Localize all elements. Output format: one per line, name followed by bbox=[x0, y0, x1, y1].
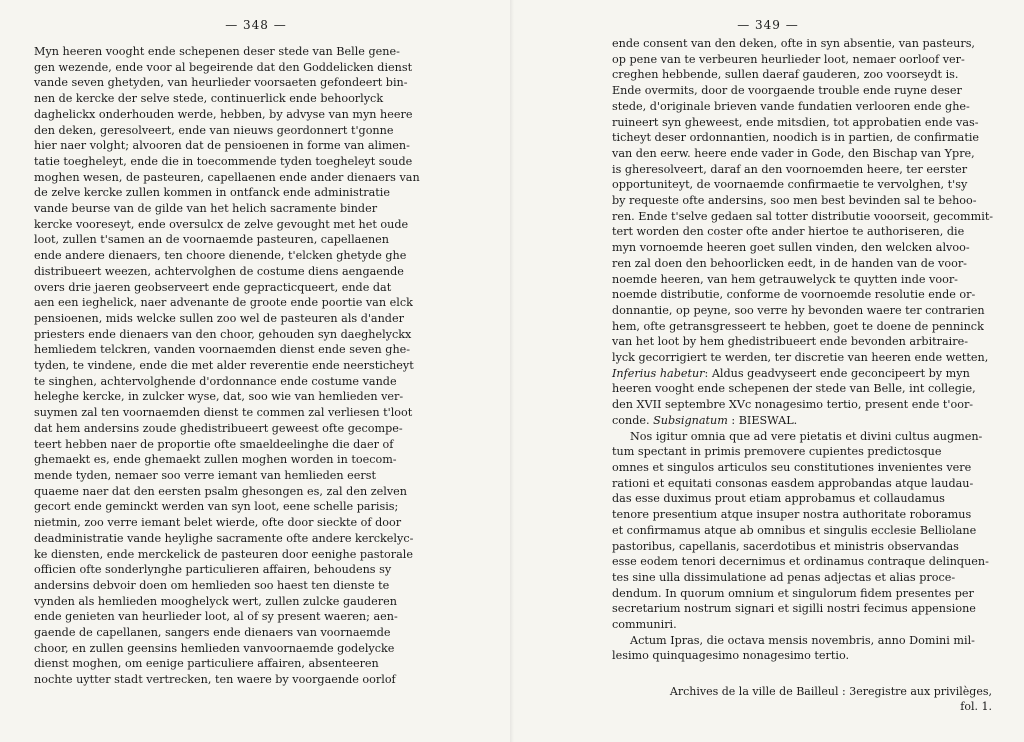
latin-line: omnes et singulos articulos seu constitutiones invenientes vere bbox=[612, 460, 972, 474]
text-line: by requeste ofte andersins, soo men best bevinden sal te behoo- bbox=[612, 194, 977, 208]
text-line: opportuniteyt, de voornaemde confirmaetie te vervolghen, t'sy bbox=[612, 178, 968, 192]
latin-line: esse eodem tenori decernimus et ordinamus contraque delinquen- bbox=[612, 555, 989, 569]
text-line: is gheresolveert, daraf an den voornoemden heere, ter eerster bbox=[612, 162, 968, 176]
latin-line: dendum. In quorum omnium et singulorum fidem presentes per bbox=[612, 586, 974, 600]
text-line: deadministratie vande heylighe sacramente ofte andere kerckelyc- bbox=[34, 531, 414, 545]
text-line: nen de kercke der selve stede, continuerlick ende behoorlyck bbox=[34, 92, 384, 106]
archive-source-note bbox=[662, 684, 992, 714]
text-line: gen wezende, ende voor al begeirende dat den Goddelicken dienst bbox=[34, 60, 413, 74]
text-line: mende tyden, nemaer soo verre iemant van hemlieden eerst bbox=[34, 468, 376, 482]
text-line: noemde distributie, conforme de voornoemde resolutie ende or- bbox=[612, 288, 976, 302]
text-line: den deken, geresolveert, ende van nieuws geordonnert t'gonne bbox=[34, 123, 394, 137]
text-line: de zelve kercke zullen kommen in ontfanck ende administratie bbox=[34, 186, 390, 200]
latin-line: tes sine ulla dissimulatione ad penas adjectas et alias proce- bbox=[612, 570, 956, 584]
text-line: stede, d'originale brieven vande fundatien verlooren ende ghe- bbox=[612, 99, 970, 113]
text-line: tert worden den coster ofte ander hiertoe te authoriseren, die bbox=[612, 225, 965, 239]
text-line: dat hem andersins zoude ghedistribueert geweest ofte gecompe- bbox=[34, 421, 403, 435]
text-line: overs drie jaeren geobserveert ende gepracticqueert, ende dat bbox=[34, 280, 392, 294]
text-line: ende andere dienaers, ten choore dienende, t'elcken ghetyde ghe bbox=[34, 249, 407, 263]
latin-line: tum spectant in primis premovere cupientes predictosque bbox=[612, 445, 942, 459]
text-line: nochte uytter stadt vertrecken, ten waere by voorgaende oorlof bbox=[34, 673, 396, 687]
text-line: dienst moghen, om eenige particuliere affairen, absenteeren bbox=[34, 657, 379, 671]
text-line: teert hebben naer de proportie ofte smaeldeelinghe die daer of bbox=[34, 437, 394, 451]
text-line: gaende de capellanen, sangers ende dienaers van voornaemde bbox=[34, 626, 391, 640]
page-number-left: — 348 — bbox=[225, 18, 287, 32]
text-line: daghelickx onderhouden werde, hebben, by advyse van myn heere bbox=[34, 107, 413, 121]
actum-line: lesimo quinquagesimo nonagesimo tertio. bbox=[612, 649, 850, 663]
text-line: ticheyt deser ordonnantien, noodich is in partien, de confirmatie bbox=[612, 131, 980, 145]
text-line: ghemaekt es, ende ghemaekt zullen moghen worden in toecom- bbox=[34, 453, 397, 467]
text-line: van den eerw. heere ende vader in Gode, den Bischap van Ypre, bbox=[612, 146, 975, 160]
latin-paragraph bbox=[612, 429, 1004, 633]
text-line: moghen wesen, de pasteuren, capellaenen ende ander dienaers van bbox=[34, 170, 420, 184]
text-line: vande seven ghetyden, van heurlieder voorsaeten gefondeert bin- bbox=[34, 76, 408, 90]
text-line: ren zal doen den behoorlicken eedt, in de handen van de voor- bbox=[612, 256, 967, 270]
text-line: noemde heeren, van hem getrauwelyck te quytten inde voor- bbox=[612, 272, 958, 286]
text-line: kercke vooreseyt, ende oversulcx de zelve gevought met het oude bbox=[34, 217, 409, 231]
latin-line: communiri. bbox=[612, 618, 677, 632]
text-line: nietmin, zoo verre iemant belet wierde, ofte door sieckte of door bbox=[34, 516, 402, 530]
text-line: vande beurse van de gilde van het helich sacramente binder bbox=[34, 202, 378, 216]
text-line: hem, ofte getransgresseert te hebben, goet te doene de penninck bbox=[612, 319, 984, 333]
text-line: den XVII septembre XVc nonagesimo tertio, present ende t'oor- bbox=[612, 398, 974, 412]
text-line: myn vornoemde heeren goet sullen vinden, den welcken alvoo- bbox=[612, 241, 970, 255]
latin-line: et confirmamus atque ab omnibus et singulis ecclesie Belliolane bbox=[612, 523, 977, 537]
text-line: te singhen, achtervolghende d'ordonnance ende costume vande bbox=[34, 374, 397, 388]
text-line: quaeme naer dat den eersten psalm ghesongen es, zal den zelven bbox=[34, 484, 407, 498]
subsignatum-line bbox=[612, 413, 1004, 429]
text-line: andersins debvoir doen om hemlieden soo haest ten dienste te bbox=[34, 578, 390, 592]
actum-paragraph bbox=[612, 633, 1004, 664]
text-line: ruineert syn gheweest, ende mitsdien, tot approbatien ende vas- bbox=[612, 115, 979, 129]
source-line: registre aux privilèges, fol. 1. bbox=[862, 685, 992, 713]
right-page-body bbox=[612, 36, 1004, 664]
latin-line: rationi et equitati consonas easdem approbandas atque laudau- bbox=[612, 476, 974, 490]
latin-line: secretarium nostrum signari et sigilli nostri fecimus appensione bbox=[612, 602, 976, 616]
latin-line: Nos igitur omnia que ad vere pietatis et divini cultus augmen- bbox=[630, 429, 983, 443]
inferius-text: : Aldus geadvyseert ende geconcipeert by myn bbox=[704, 366, 970, 380]
text-line: heeren vooght ende schepenen der stede van Belle, int collegie, bbox=[612, 382, 976, 396]
text-line: pensioenen, mids welcke sullen zoo wel de pasteuren als d'ander bbox=[34, 311, 404, 325]
text-line: ke diensten, ende merckelick de pasteuren door eenighe pastorale bbox=[34, 547, 413, 561]
text-line: van het loot by hem ghedistribueert ende bevonden arbitraire- bbox=[612, 335, 969, 349]
text-line: vynden als hemlieden mooghelyck wert, zullen zulcke gauderen bbox=[34, 594, 397, 608]
text-line: hier naer volght; alvooren dat de pensioenen in forme van alimen- bbox=[34, 139, 410, 153]
text-line: aen een ieghelick, naer advenante de groote ende poortie van elck bbox=[34, 296, 413, 310]
latin-line: das esse duximus prout etiam approbamus et collaudamus bbox=[612, 492, 945, 506]
text-line: suymen zal ten voornaemden dienst te commen zal verliesen t'loot bbox=[34, 406, 413, 420]
text-line: choor, en zullen geensins hemlieden vanvoornaemde godelycke bbox=[34, 641, 395, 655]
text-line: gecort ende geminckt werden van syn loot, eene schelle parisis; bbox=[34, 500, 399, 514]
text-line: heleghe kercke, in zulcker wyse, dat, soo wie van hemlieden ver- bbox=[34, 390, 404, 404]
text-line: donnantie, op peyne, soo verre hy bevonden waere ter contrarien bbox=[612, 303, 985, 317]
latin-line: tenore presentium atque insuper nostra authoritate roboramus bbox=[612, 508, 972, 522]
text-line: officien ofte sonderlynghe particulieren affairen, behoudens sy bbox=[34, 563, 392, 577]
text-line: hemliedem telckren, vanden voornaemden dienst ende seven ghe- bbox=[34, 343, 411, 357]
subsignatum-name: : BIESWAL. bbox=[731, 413, 798, 427]
text-line: priesters ende dienaers van den choor, gehouden syn daeghelyckx bbox=[34, 327, 412, 341]
left-page-body bbox=[34, 44, 470, 688]
text-line: Myn heeren vooght ende schepenen deser stede van Belle gene- bbox=[34, 45, 400, 58]
inferius-line bbox=[612, 366, 1004, 382]
text-line: tyden, te vindene, ende die met alder reverentie ende neersticheyt bbox=[34, 359, 414, 373]
subsignatum-prefix: conde. bbox=[612, 413, 650, 427]
text-line: Ende overmits, door de voorgaende trouble ende ruyne deser bbox=[612, 84, 962, 98]
page-number-right: — 349 — bbox=[737, 18, 799, 32]
text-line: ende genieten van heurlieder loot, al of sy present waeren; aen- bbox=[34, 610, 398, 624]
inferius-label: Inferius habetur bbox=[612, 366, 705, 380]
text-line: lyck gecorrigiert te werden, ter discretie van heeren ende wetten, bbox=[612, 351, 989, 365]
text-line: ende consent van den deken, ofte in syn absentie, van pasteurs, bbox=[612, 37, 975, 50]
text-line: creghen hebbende, sullen daeraf gauderen, zoo voorseydt is. bbox=[612, 68, 959, 82]
text-line: distribueert weezen, achtervolghen de costume diens aengaende bbox=[34, 264, 404, 278]
right-page bbox=[512, 0, 1024, 742]
subsignatum-label: Subsignatum bbox=[653, 413, 728, 427]
latin-line: pastoribus, capellanis, sacerdotibus et ministris observandas bbox=[612, 539, 959, 553]
text-line: ren. Ende t'selve gedaen sal totter distributie vooorseit, gecommit- bbox=[612, 209, 994, 223]
text-line: loot, zullen t'samen an de voornaemde pasteuren, capellaenen bbox=[34, 233, 389, 247]
source-line: Archives de la ville de Bailleul : 3e bbox=[669, 685, 863, 698]
text-line: tatie toegheleyt, ende die in toecommende tyden toegheleyt soude bbox=[34, 154, 413, 168]
actum-line: Actum Ipras, die octava mensis novembris, anno Domini mil- bbox=[630, 633, 975, 647]
text-line: op pene van te verbeuren heurlieder loot, nemaer oorloof ver- bbox=[612, 52, 965, 66]
